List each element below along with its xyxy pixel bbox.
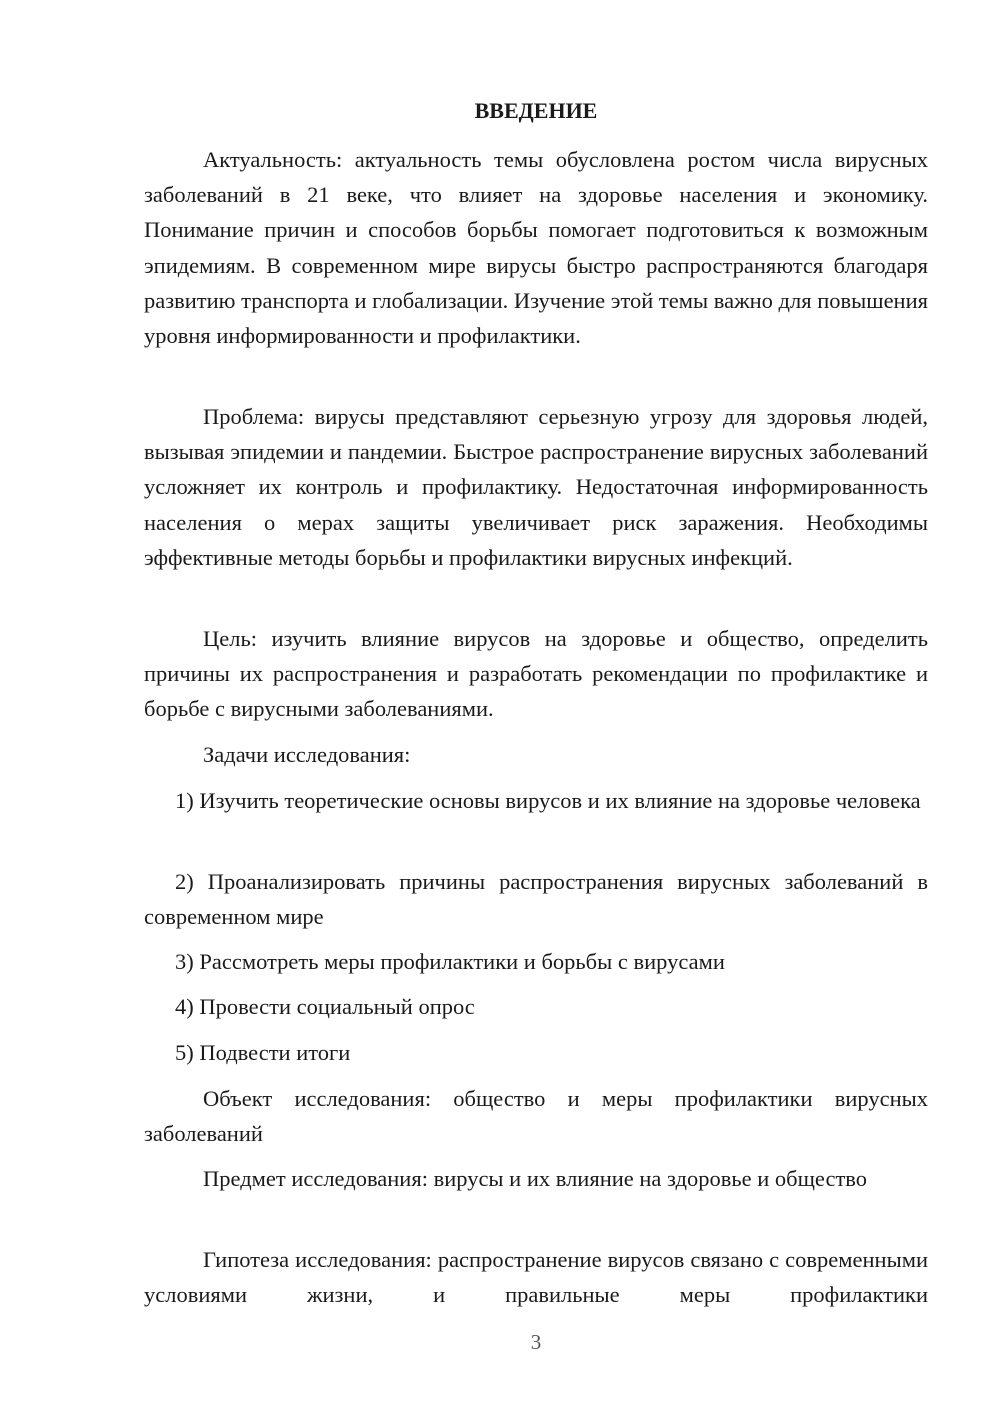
problem-paragraph: Проблема: вирусы представляют серьезную угрозу для здоровья людей, вызывая эпидемии и пандемии. Быстрое распространение вирусных заболеваний усложняет их контроль и профилактику. Недостаточная информированность населения о мерах защиты увеличивает риск заражения. Необходимы эффективные методы борьбы и профилактики вирусных инфекций. [144, 404, 928, 570]
task-item-4: 4) Провести социальный опрос [175, 994, 475, 1019]
task-item-1: 1) Изучить теоретические основы вирусов и их влияние на здоровье человека [175, 788, 921, 813]
hypothesis-paragraph: Гипотеза исследования: распространение вирусов связано с современными условиями жизни, и правильные меры профилактики [144, 1247, 928, 1308]
goal-paragraph: Цель: изучить влияние вирусов на здоровье и общество, определить причины их распространения и разработать рекомендации по профилактике и борьбе с вирусными заболеваниями. [144, 626, 928, 722]
task-item-5: 5) Подвести итоги [175, 1040, 351, 1065]
object-paragraph: Объект исследования: общество и меры профилактики вирусных заболеваний [144, 1086, 928, 1147]
task-item-2: 2) Проанализировать причины распространения вирусных заболеваний в современном мире [144, 869, 928, 930]
page-number: 3 [530, 1330, 542, 1354]
page-title: ВВЕДЕНИЕ [474, 98, 598, 123]
subject-paragraph: Предмет исследования: вирусы и их влияние на здоровье и общество [203, 1166, 867, 1191]
relevance-paragraph: Актуальность: актуальность темы обусловлена ростом числа вирусных заболеваний в 21 веке, что влияет на здоровье населения и экономику. Понимание причин и способов борьбы помогает подготовиться к возможным эпидемиям. В современном мире вирусы быстро распространяются благодаря развитию транспорта и глобализации. Изучение этой темы важно для повышения уровня информированности и профилактики. [144, 147, 928, 349]
task-item-3: 3) Рассмотреть меры профилактики и борьбы с вирусами [175, 949, 725, 974]
tasks-heading: Задачи исследования: [203, 742, 411, 767]
